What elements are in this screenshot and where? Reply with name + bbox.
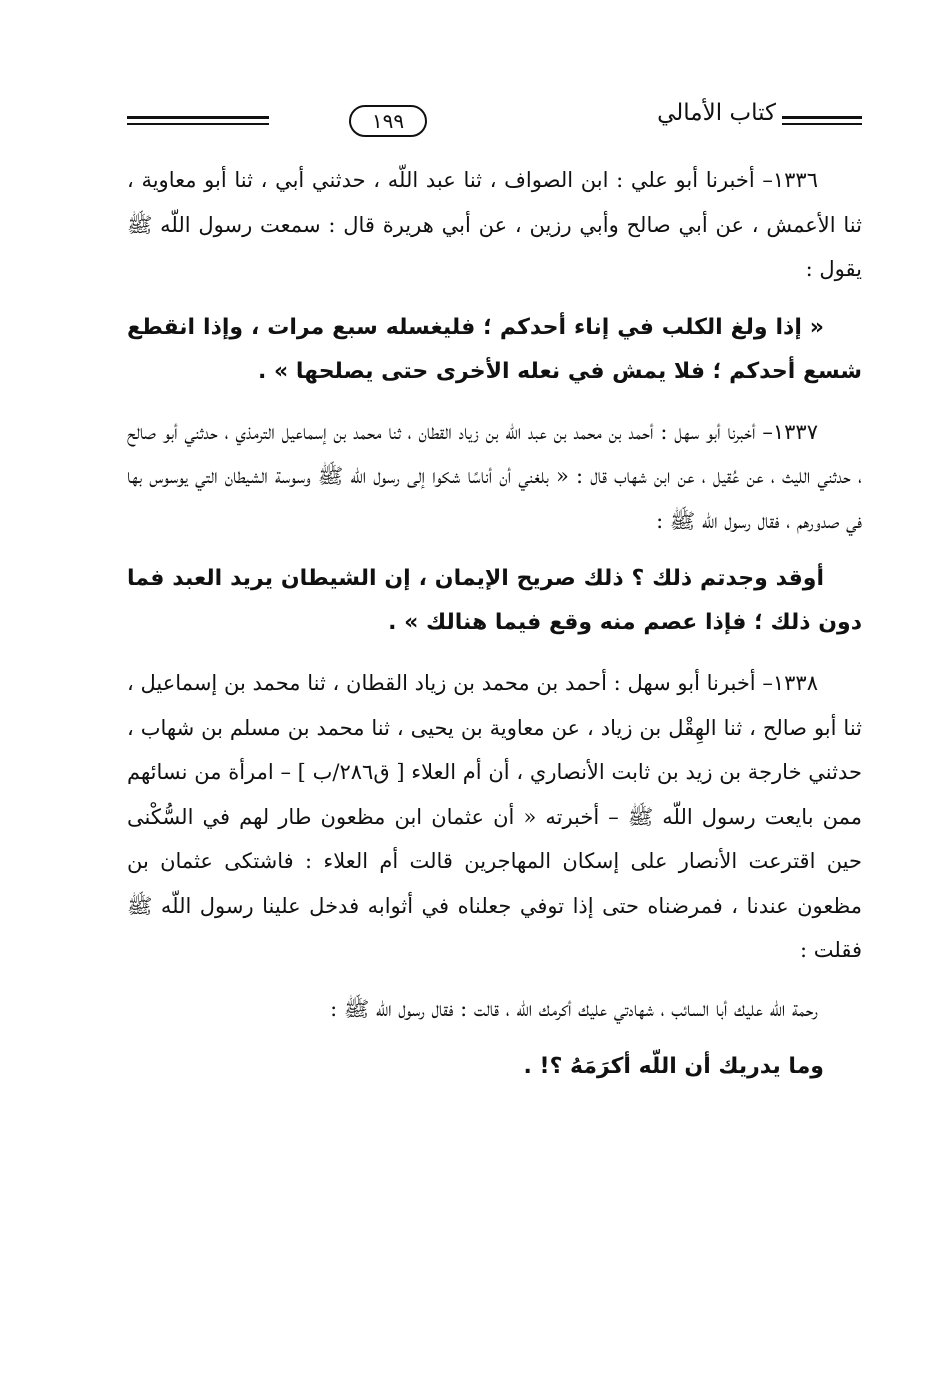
hadith-1338-narration: رحمة اللّه عليك أبا السائب ، شهادتي عليك أكرمك اللّه ، قالت : فقال رسول اللّه ﷺ :	[330, 996, 818, 1021]
page-header	[127, 98, 862, 146]
header-rule-right	[782, 116, 862, 125]
page-number: ١٩٩	[349, 105, 427, 137]
book-title: كتاب الأمالي	[657, 100, 776, 126]
hadith-1338-text: وما يدريك أن اللّه أكرَمَهُ ؟! .	[523, 1054, 824, 1079]
hadith-1337-isnad: ١٣٣٧– أخبرنا أبو سهل : أحمد بن محمد بن عبد اللّه بن زياد القطان ، ثنا محمد بن إسماعيل الترمذي ، حدثني أبو صالح ، حدثني الليث ، عن عُقيل ، عن ابن شهاب قال : « بلغني أن أناسًا شكوا إلى رسول اللّه ﷺ وسوسة الشيطان التي يوسوس بها في صدورهم ، فقال رسول اللّه ﷺ :	[127, 419, 862, 533]
hadith-1336-text: « إذا ولغ الكلب في إناء أحدكم ؛ فليغسله سبع مرات ، وإذا انقطع شسع أحدكم ؛ فلا يمش في نعله الأخرى حتى يصلحها » .	[127, 314, 862, 384]
hadith-1337-text: أوقد وجدتم ذلك ؟ ذلك صريح الإيمان ، إن الشيطان يريد العبد فما دون ذلك ؛ فإذا عصم منه وقع فيما هنالك » .	[127, 566, 862, 635]
hadith-1336-isnad: ١٣٣٦– أخبرنا أبو علي : ابن الصواف ، ثنا عبد اللّه ، حدثني أبي ، ثنا أبو معاوية ، ثنا الأعمش ، عن أبي صالح وأبي رزين ، عن أبي هريرة قال : سمعت رسول اللّه ﷺ يقول :	[127, 168, 862, 281]
hadith-1338-isnad: ١٣٣٨– أخبرنا أبو سهل : أحمد بن محمد بن زياد القطان ، ثنا محمد بن إسماعيل ، ثنا أبو صالح ، ثنا الهِقْل بن زياد ، عن معاوية بن يحيى ، ثنا محمد بن مسلم بن شهاب ، حدثني خارجة بن زيد بن ثابت الأنصاري ، أن أم العلاء [ ق٢٨٦/ب ] – امرأة من نسائهم ممن بايعت رسول اللّه ﷺ – أخبرته « أن عثمان ابن مظعون طار لهم في السُّكْنى حين اقترعت الأنصار على إسكان المهاجرين قالت أم العلاء : فاشتكى عثمان بن مظعون عندنا ، فمرضناه حتى إذا توفي جعلناه في أثوابه فدخل علينا رسول اللّه ﷺ فقلت :	[127, 671, 862, 962]
header-rule-left	[127, 116, 269, 125]
page-body	[127, 158, 862, 1089]
